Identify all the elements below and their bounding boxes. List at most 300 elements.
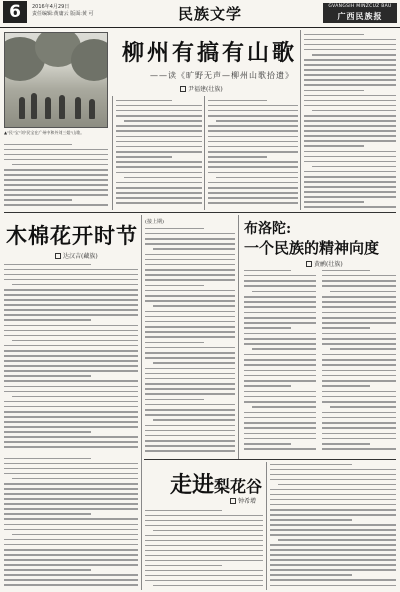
text-line bbox=[216, 177, 298, 179]
text-line bbox=[4, 569, 91, 571]
text-line bbox=[153, 419, 235, 421]
text-line bbox=[145, 388, 235, 390]
text-line bbox=[4, 189, 108, 191]
text-line bbox=[252, 348, 316, 350]
text-line bbox=[4, 350, 138, 352]
text-line bbox=[4, 529, 138, 531]
text-line bbox=[270, 479, 396, 481]
text-line bbox=[270, 504, 396, 506]
text-line bbox=[4, 458, 91, 460]
text-line bbox=[304, 191, 396, 193]
text-line bbox=[270, 514, 396, 516]
text-line bbox=[145, 316, 235, 318]
text-line bbox=[145, 555, 263, 557]
section-title: 民族文学 bbox=[178, 5, 243, 23]
text-line bbox=[145, 545, 263, 547]
text-line bbox=[12, 478, 138, 480]
page-header bbox=[0, 0, 400, 28]
text-line bbox=[244, 270, 291, 272]
text-line bbox=[322, 354, 396, 356]
text-line bbox=[304, 95, 396, 97]
text-line bbox=[145, 326, 235, 328]
text-line bbox=[208, 172, 298, 174]
text-line bbox=[4, 473, 138, 475]
text-line bbox=[322, 296, 396, 298]
text-line bbox=[116, 161, 202, 163]
text-line bbox=[4, 513, 91, 515]
text-line bbox=[304, 79, 396, 81]
text-line bbox=[4, 436, 138, 438]
text-line bbox=[330, 406, 396, 408]
text-line bbox=[116, 151, 202, 153]
text-line bbox=[4, 406, 138, 408]
text-line bbox=[116, 110, 202, 112]
text-line bbox=[145, 290, 235, 292]
text-line bbox=[4, 279, 138, 281]
text-line bbox=[4, 144, 72, 146]
text-line bbox=[322, 391, 396, 393]
text-line bbox=[244, 401, 316, 403]
text-line bbox=[4, 184, 108, 186]
text-line bbox=[116, 192, 202, 194]
text-line bbox=[270, 474, 396, 476]
text-line bbox=[145, 450, 235, 452]
text-line bbox=[252, 406, 316, 408]
text-line bbox=[153, 248, 235, 250]
text-line bbox=[304, 69, 396, 71]
text-line bbox=[145, 414, 235, 416]
text-line bbox=[322, 359, 396, 361]
text-line bbox=[145, 430, 235, 432]
text-line bbox=[4, 204, 108, 206]
text-line bbox=[322, 370, 396, 372]
text-line bbox=[244, 433, 316, 435]
text-line bbox=[116, 146, 202, 148]
text-line bbox=[145, 515, 263, 517]
text-line bbox=[244, 427, 316, 429]
title-main: 走进 bbox=[170, 472, 215, 498]
text-line bbox=[322, 280, 396, 282]
text-line bbox=[304, 176, 396, 178]
text-line bbox=[145, 535, 263, 537]
text-line bbox=[304, 145, 364, 147]
text-line bbox=[270, 574, 352, 576]
text-line bbox=[116, 130, 202, 132]
text-line bbox=[322, 317, 396, 319]
article-body-text bbox=[270, 462, 396, 588]
text-line bbox=[4, 345, 138, 347]
text-line bbox=[244, 280, 316, 282]
text-line bbox=[244, 275, 316, 277]
text-line bbox=[145, 570, 263, 572]
text-line bbox=[12, 284, 138, 286]
text-line bbox=[244, 417, 316, 419]
text-line bbox=[322, 275, 396, 277]
text-line bbox=[116, 136, 202, 138]
text-line bbox=[4, 539, 138, 541]
text-line bbox=[304, 39, 396, 41]
masthead-latin: GVANGSIH MINZCUZ BAU bbox=[328, 4, 392, 9]
text-line bbox=[145, 368, 235, 370]
text-line bbox=[322, 301, 396, 303]
article-body-text bbox=[145, 226, 235, 454]
article-title: 柳州有搞有山歌 bbox=[122, 40, 298, 66]
text-line bbox=[304, 201, 364, 203]
text-line bbox=[145, 300, 235, 302]
article-byline bbox=[180, 84, 223, 93]
text-line bbox=[244, 375, 316, 377]
text-line bbox=[208, 182, 298, 184]
text-line bbox=[322, 322, 396, 324]
text-line bbox=[145, 254, 235, 256]
text-line bbox=[304, 34, 364, 36]
text-line bbox=[244, 306, 316, 308]
text-line bbox=[4, 574, 138, 576]
text-line bbox=[145, 295, 235, 297]
text-line bbox=[304, 44, 396, 46]
text-line bbox=[270, 534, 396, 536]
text-line bbox=[4, 493, 138, 495]
text-line bbox=[116, 156, 172, 158]
text-line bbox=[145, 238, 235, 240]
text-line bbox=[116, 202, 202, 204]
text-line bbox=[244, 317, 316, 319]
text-line bbox=[4, 375, 91, 377]
title-tail: 梨花谷 bbox=[214, 477, 263, 496]
text-line bbox=[322, 412, 396, 414]
text-line bbox=[4, 154, 108, 156]
text-line bbox=[4, 503, 138, 505]
text-line bbox=[4, 524, 138, 526]
text-line bbox=[145, 311, 235, 313]
text-line bbox=[208, 125, 298, 127]
text-line bbox=[12, 340, 138, 342]
text-line bbox=[244, 443, 291, 445]
text-line bbox=[304, 156, 396, 158]
text-line bbox=[4, 391, 138, 393]
text-line bbox=[12, 534, 138, 536]
text-line bbox=[304, 161, 396, 163]
text-line bbox=[145, 264, 235, 266]
text-line bbox=[4, 584, 138, 586]
text-line bbox=[12, 164, 108, 166]
text-line bbox=[270, 529, 396, 531]
text-line bbox=[304, 84, 396, 86]
text-line bbox=[4, 554, 138, 556]
article-byline bbox=[230, 496, 256, 505]
text-line bbox=[116, 182, 202, 184]
text-line bbox=[4, 446, 138, 448]
text-line bbox=[322, 443, 370, 445]
text-line bbox=[4, 314, 138, 316]
text-line bbox=[4, 411, 138, 413]
text-line bbox=[145, 440, 235, 442]
text-line bbox=[208, 110, 298, 112]
article-title bbox=[170, 468, 262, 499]
text-line bbox=[4, 463, 138, 465]
text-line bbox=[145, 259, 235, 261]
text-line bbox=[208, 197, 298, 199]
text-line bbox=[322, 285, 396, 287]
text-line bbox=[270, 519, 352, 521]
text-line bbox=[270, 549, 396, 551]
text-line bbox=[322, 327, 370, 329]
text-line bbox=[4, 319, 91, 321]
text-line bbox=[244, 301, 316, 303]
text-line bbox=[304, 186, 396, 188]
text-line bbox=[4, 159, 108, 161]
text-line bbox=[330, 291, 396, 293]
article-body-text bbox=[208, 98, 298, 206]
text-line bbox=[244, 285, 316, 287]
text-line bbox=[124, 120, 202, 122]
text-line bbox=[4, 370, 138, 372]
text-line bbox=[145, 445, 235, 447]
text-line bbox=[322, 422, 396, 424]
text-line bbox=[322, 270, 370, 272]
text-line bbox=[304, 206, 396, 208]
text-line bbox=[304, 125, 396, 127]
text-line bbox=[244, 312, 316, 314]
text-line bbox=[270, 564, 396, 566]
text-line bbox=[4, 299, 138, 301]
text-line bbox=[208, 187, 298, 189]
text-line bbox=[278, 539, 396, 541]
text-line bbox=[4, 579, 138, 581]
article-body-text bbox=[4, 262, 138, 450]
text-line bbox=[4, 304, 138, 306]
text-line bbox=[4, 365, 138, 367]
text-line bbox=[116, 187, 202, 189]
text-line bbox=[4, 194, 108, 196]
text-line bbox=[4, 169, 108, 171]
author-name: 黄鹂(壮族) bbox=[314, 261, 343, 268]
text-line bbox=[244, 327, 291, 329]
text-line bbox=[244, 438, 316, 440]
text-line bbox=[270, 585, 396, 587]
text-line bbox=[145, 269, 235, 271]
text-line bbox=[216, 120, 298, 122]
text-line bbox=[304, 196, 396, 198]
byline-box-icon bbox=[55, 253, 61, 259]
text-line bbox=[270, 499, 396, 501]
text-line bbox=[4, 199, 72, 201]
text-line bbox=[145, 575, 263, 577]
text-line bbox=[304, 100, 396, 102]
text-line bbox=[208, 202, 298, 204]
text-line bbox=[145, 336, 235, 338]
text-line bbox=[322, 396, 396, 398]
text-line bbox=[322, 333, 396, 335]
text-line bbox=[244, 412, 316, 414]
text-line bbox=[304, 140, 396, 142]
article-body-text bbox=[4, 456, 138, 588]
text-line bbox=[145, 274, 235, 276]
text-line bbox=[4, 355, 138, 357]
text-line bbox=[4, 518, 138, 520]
text-line bbox=[145, 560, 263, 562]
text-line bbox=[145, 383, 235, 385]
text-line bbox=[145, 378, 235, 380]
text-line bbox=[124, 177, 202, 179]
text-line bbox=[252, 291, 316, 293]
article-body-text bbox=[244, 268, 316, 452]
text-line bbox=[4, 483, 138, 485]
byline-box-icon bbox=[306, 261, 312, 267]
newspaper-masthead bbox=[323, 3, 397, 23]
text-line bbox=[208, 100, 267, 102]
text-line bbox=[145, 331, 235, 333]
text-line bbox=[153, 530, 263, 532]
text-line bbox=[270, 494, 396, 496]
text-line bbox=[322, 338, 396, 340]
text-line bbox=[4, 289, 138, 291]
text-line bbox=[4, 294, 138, 296]
text-line bbox=[304, 74, 396, 76]
text-line bbox=[4, 468, 138, 470]
text-line bbox=[322, 438, 396, 440]
text-line bbox=[322, 401, 396, 403]
text-line bbox=[270, 559, 396, 561]
text-line bbox=[145, 228, 204, 230]
text-line bbox=[208, 161, 298, 163]
text-line bbox=[270, 509, 396, 511]
text-line bbox=[244, 370, 316, 372]
text-line bbox=[208, 115, 298, 117]
text-line bbox=[4, 174, 108, 176]
text-line bbox=[116, 105, 202, 107]
text-line bbox=[244, 338, 316, 340]
text-line bbox=[208, 130, 298, 132]
text-line bbox=[145, 399, 204, 401]
text-line bbox=[244, 322, 316, 324]
text-line bbox=[145, 393, 235, 395]
byline-box-icon bbox=[180, 86, 186, 92]
text-line bbox=[270, 524, 396, 526]
text-line bbox=[270, 464, 352, 466]
text-line bbox=[304, 151, 396, 153]
text-line bbox=[270, 579, 396, 581]
text-line bbox=[145, 352, 235, 354]
text-line bbox=[270, 554, 396, 556]
article-subtitle: ——读《旷野无声—柳州山歌拾遗》 bbox=[150, 71, 294, 80]
text-line bbox=[4, 421, 138, 423]
text-line bbox=[312, 110, 396, 112]
text-line bbox=[4, 335, 138, 337]
text-line bbox=[208, 136, 298, 138]
text-line bbox=[145, 425, 235, 427]
text-line bbox=[322, 385, 370, 387]
text-line bbox=[4, 508, 138, 510]
text-line bbox=[145, 510, 222, 512]
text-line bbox=[322, 427, 396, 429]
text-line bbox=[304, 49, 396, 51]
text-line bbox=[304, 135, 396, 137]
text-line bbox=[304, 90, 364, 92]
text-line bbox=[208, 151, 298, 153]
text-line bbox=[4, 498, 138, 500]
text-line bbox=[270, 469, 396, 471]
text-line bbox=[278, 484, 396, 486]
text-line bbox=[304, 59, 396, 61]
text-line bbox=[322, 433, 396, 435]
article-title: 布洛陀: bbox=[244, 221, 292, 237]
text-line bbox=[4, 416, 138, 418]
text-line bbox=[145, 525, 263, 527]
text-line bbox=[145, 409, 235, 411]
article-photo bbox=[4, 32, 108, 128]
text-line bbox=[322, 375, 396, 377]
text-line bbox=[116, 115, 202, 117]
text-line bbox=[304, 120, 396, 122]
text-line bbox=[4, 431, 91, 433]
text-line bbox=[322, 380, 396, 382]
text-line bbox=[270, 489, 396, 491]
continued-label: (接上期) bbox=[145, 219, 164, 225]
text-line bbox=[312, 54, 396, 56]
text-line bbox=[4, 330, 138, 332]
text-line bbox=[145, 565, 222, 567]
text-line bbox=[4, 380, 138, 382]
text-line bbox=[312, 166, 396, 168]
author-name: 尹福建(壮族) bbox=[188, 86, 223, 93]
text-line bbox=[145, 540, 263, 542]
text-line bbox=[145, 357, 235, 359]
text-line bbox=[4, 559, 138, 561]
text-line bbox=[4, 544, 138, 546]
text-line bbox=[116, 141, 202, 143]
text-line bbox=[244, 364, 316, 366]
text-line bbox=[244, 391, 316, 393]
article-byline bbox=[306, 259, 343, 268]
text-line bbox=[153, 305, 235, 307]
text-line bbox=[145, 233, 235, 235]
text-line bbox=[208, 141, 298, 143]
text-line bbox=[4, 179, 108, 181]
text-line bbox=[322, 417, 396, 419]
text-line bbox=[116, 197, 202, 199]
issue-editors: 责任编辑:黄庸云 版面:黄 可 bbox=[32, 11, 94, 17]
text-line bbox=[145, 520, 263, 522]
text-line bbox=[153, 362, 235, 364]
text-line bbox=[208, 105, 298, 107]
masthead-name: 广西民族报 bbox=[337, 11, 383, 21]
text-line bbox=[4, 269, 138, 271]
article-byline bbox=[55, 251, 98, 260]
page-number: 6 bbox=[3, 1, 27, 23]
article-body-text bbox=[322, 268, 396, 452]
text-line bbox=[116, 125, 202, 127]
text-line bbox=[145, 285, 204, 287]
text-line bbox=[116, 100, 172, 102]
text-line bbox=[4, 441, 138, 443]
text-line bbox=[145, 321, 235, 323]
text-line bbox=[4, 401, 138, 403]
issue-date: 2016年4月29日 bbox=[32, 4, 70, 10]
author-name: 钟希增 bbox=[238, 498, 257, 505]
text-line bbox=[145, 243, 235, 245]
text-line bbox=[244, 448, 316, 450]
text-line bbox=[4, 426, 138, 428]
text-line bbox=[208, 192, 298, 194]
text-line bbox=[153, 585, 263, 587]
text-line bbox=[208, 146, 298, 148]
issue-info bbox=[32, 4, 94, 18]
text-line bbox=[145, 347, 235, 349]
text-line bbox=[12, 396, 138, 398]
text-line bbox=[244, 359, 316, 361]
text-line bbox=[244, 422, 316, 424]
